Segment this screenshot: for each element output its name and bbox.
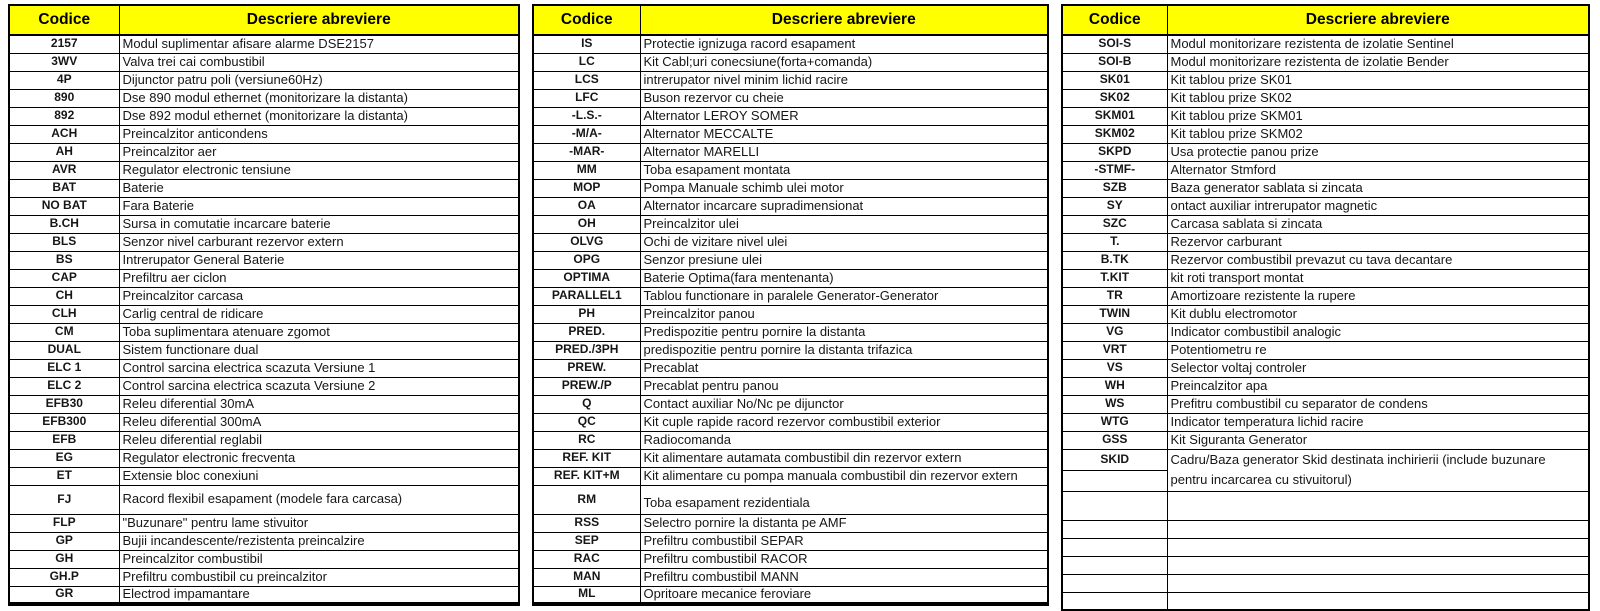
- description-cell: Extensie bloc conexiuni: [119, 467, 519, 485]
- description-cell: Kit Siguranta Generator: [1167, 431, 1589, 449]
- description-cell: Kit tablou prize SKM02: [1167, 125, 1589, 143]
- table-row: [9, 53, 519, 71]
- code-cell: AVR: [9, 161, 119, 179]
- description-cell: Potentiometru re: [1167, 341, 1589, 359]
- code-cell: MOP: [533, 179, 640, 197]
- code-cell: EFB300: [9, 413, 119, 431]
- table-row: [1062, 395, 1589, 413]
- table-row: [533, 550, 1048, 568]
- code-cell: B.CH: [9, 215, 119, 233]
- table-row: [1062, 71, 1589, 89]
- code-cell: FLP: [9, 514, 119, 532]
- table-row: [533, 35, 1048, 53]
- table-row: [533, 568, 1048, 586]
- description-cell: Senzor nivel carburant rezervor extern: [119, 233, 519, 251]
- code-cell: NO BAT: [9, 197, 119, 215]
- description-cell: Sursa in comutatie incarcare baterie: [119, 215, 519, 233]
- table-row: [1062, 287, 1589, 305]
- description-cell: Alternator MECCALTE: [640, 125, 1048, 143]
- code-cell: QC: [533, 413, 640, 431]
- description-cell: Alternator Stmford: [1167, 161, 1589, 179]
- description-cell: Fara Baterie: [119, 197, 519, 215]
- description-cell: Dijunctor patru poli (versiune60Hz): [119, 71, 519, 89]
- description-cell: Control sarcina electrica scazuta Versiune 1: [119, 359, 519, 377]
- code-cell: ELC 1: [9, 359, 119, 377]
- code-cell: SK01: [1062, 71, 1167, 89]
- description-cell: Indicator combustibil analogic: [1167, 323, 1589, 341]
- description-cell: Preincalzitor anticondens: [119, 125, 519, 143]
- code-cell: PH: [533, 305, 640, 323]
- code-cell: GH: [9, 550, 119, 568]
- table-row: [1062, 197, 1589, 215]
- table-row: [533, 53, 1048, 71]
- code-cell: DUAL: [9, 341, 119, 359]
- code-cell: WTG: [1062, 413, 1167, 431]
- table-row: [9, 89, 519, 107]
- code-cell: OLVG: [533, 233, 640, 251]
- header-code: Codice: [1062, 5, 1167, 35]
- description-cell: Ochi de vizitare nivel ulei: [640, 233, 1048, 251]
- code-cell: LC: [533, 53, 640, 71]
- table-row: [1062, 89, 1589, 107]
- code-cell: Q: [533, 395, 640, 413]
- description-cell: Carcasa sablata si zincata: [1167, 215, 1589, 233]
- description-cell: Kit tablou prize SKM01: [1167, 107, 1589, 125]
- table-row: [1062, 215, 1589, 233]
- table-row: [1062, 53, 1589, 71]
- table-row: [1062, 107, 1589, 125]
- description-cell: Sistem functionare dual: [119, 341, 519, 359]
- header-description: Descriere abreviere: [1167, 5, 1589, 35]
- code-cell: [1062, 492, 1167, 521]
- table-row: [1062, 143, 1589, 161]
- code-cell: VG: [1062, 323, 1167, 341]
- code-cell: REF. KIT+M: [533, 467, 640, 485]
- description-cell: [1167, 539, 1589, 557]
- code-cell: OPTIMA: [533, 269, 640, 287]
- table-row: [533, 161, 1048, 179]
- description-cell: Modul suplimentar afisare alarme DSE2157: [119, 35, 519, 53]
- table-row: [9, 449, 519, 467]
- table-row: [1062, 539, 1589, 557]
- description-cell: Prefiltru combustibil cu preincalzitor: [119, 568, 519, 586]
- code-cell: -M/A-: [533, 125, 640, 143]
- table-row: [533, 359, 1048, 377]
- description-cell: Toba esapament montata: [640, 161, 1048, 179]
- code-cell: EFB: [9, 431, 119, 449]
- description-cell: Modul monitorizare rezistenta de izolatie Sentinel: [1167, 35, 1589, 53]
- description-cell: Preincalzitor panou: [640, 305, 1048, 323]
- table-row: [1062, 179, 1589, 197]
- code-cell: GH.P: [9, 568, 119, 586]
- table-row: [9, 485, 519, 514]
- code-cell: RM: [533, 485, 640, 514]
- table-row: [9, 431, 519, 449]
- description-cell: [1167, 575, 1589, 593]
- code-cell: PREW.: [533, 359, 640, 377]
- table-row: [9, 532, 519, 550]
- code-cell: LCS: [533, 71, 640, 89]
- table-row: [9, 359, 519, 377]
- description-cell: Indicator temperatura lichid racire: [1167, 413, 1589, 431]
- table-row: [1062, 35, 1589, 53]
- table-row: [1062, 269, 1589, 287]
- description-cell: Cadru/Baza generator Skid destinata inchirierii (include buzunare pentru incarcarea cu stivuitorul): [1167, 449, 1589, 492]
- description-cell: Preincalzitor combustibil: [119, 550, 519, 568]
- code-cell: SKM01: [1062, 107, 1167, 125]
- code-cell: OH: [533, 215, 640, 233]
- description-cell: kit roti transport montat: [1167, 269, 1589, 287]
- table-row: [533, 377, 1048, 395]
- table-row: [1062, 233, 1589, 251]
- description-cell: Regulator electronic tensiune: [119, 161, 519, 179]
- code-cell: MAN: [533, 568, 640, 586]
- description-cell: Pompa Manuale schimb ulei motor: [640, 179, 1048, 197]
- code-cell: WH: [1062, 377, 1167, 395]
- table-row: [1062, 359, 1589, 377]
- header-description: Descriere abreviere: [640, 5, 1048, 35]
- code-cell: [1062, 521, 1167, 539]
- code-cell: RSS: [533, 514, 640, 532]
- code-cell: 4P: [9, 71, 119, 89]
- description-cell: Kit tablou prize SK02: [1167, 89, 1589, 107]
- table-row: [533, 107, 1048, 125]
- code-cell: REF. KIT: [533, 449, 640, 467]
- code-cell: CM: [9, 323, 119, 341]
- table-row: [533, 449, 1048, 467]
- code-cell: [1062, 557, 1167, 575]
- code-cell: PREW./P: [533, 377, 640, 395]
- description-cell: Selector voltaj controler: [1167, 359, 1589, 377]
- table-row: [533, 341, 1048, 359]
- table-row: [9, 341, 519, 359]
- code-cell: GP: [9, 532, 119, 550]
- code-cell: MM: [533, 161, 640, 179]
- code-cell: CH: [9, 287, 119, 305]
- description-cell: Kit dublu electromotor: [1167, 305, 1589, 323]
- description-cell: Releu diferential 30mA: [119, 395, 519, 413]
- table-row: [533, 323, 1048, 341]
- description-cell: Rezervor carburant: [1167, 233, 1589, 251]
- table-row: [533, 251, 1048, 269]
- code-cell: 2157: [9, 35, 119, 53]
- table-row: [9, 377, 519, 395]
- description-cell: Kit alimentare cu pompa manuala combustibil din rezervor extern: [640, 467, 1048, 485]
- table-row: [1062, 341, 1589, 359]
- table-row: [533, 71, 1048, 89]
- header-code: Codice: [9, 5, 119, 35]
- description-cell: Dse 890 modul ethernet (monitorizare la distanta): [119, 89, 519, 107]
- code-cell: [1062, 575, 1167, 593]
- table-row: [533, 485, 1048, 514]
- description-cell: Releu diferential reglabil: [119, 431, 519, 449]
- table-row: [9, 514, 519, 532]
- description-cell: Usa protectie panou prize: [1167, 143, 1589, 161]
- table-row: [9, 467, 519, 485]
- table-row: [9, 305, 519, 323]
- codes-table-right: [1061, 4, 1590, 611]
- description-cell: [1167, 492, 1589, 521]
- description-cell: Precablat: [640, 359, 1048, 377]
- code-cell: 3WV: [9, 53, 119, 71]
- description-cell: [1167, 521, 1589, 539]
- description-cell: Alternator LEROY SOMER: [640, 107, 1048, 125]
- description-cell: Kit alimentare autamata combustibil din rezervor extern: [640, 449, 1048, 467]
- table-row: [1062, 251, 1589, 269]
- table-row: [533, 532, 1048, 550]
- description-cell: Opritoare mecanice feroviare: [640, 586, 1048, 604]
- abbreviation-tables: [8, 4, 1592, 611]
- code-cell: SKM02: [1062, 125, 1167, 143]
- description-cell: Releu diferential 300mA: [119, 413, 519, 431]
- code-cell: [1062, 539, 1167, 557]
- code-cell: -STMF-: [1062, 161, 1167, 179]
- table-row: [533, 287, 1048, 305]
- code-cell: -MAR-: [533, 143, 640, 161]
- table-row: [9, 269, 519, 287]
- description-cell: Precablat pentru panou: [640, 377, 1048, 395]
- header-code: Codice: [533, 5, 640, 35]
- code-cell: ET: [9, 467, 119, 485]
- code-cell: SK02: [1062, 89, 1167, 107]
- description-cell: Control sarcina electrica scazuta Versiune 2: [119, 377, 519, 395]
- table-row: [533, 395, 1048, 413]
- table-row: [1062, 575, 1589, 593]
- description-cell: Radiocomanda: [640, 431, 1048, 449]
- table-row: [1062, 323, 1589, 341]
- description-cell: Kit cuple rapide racord rezervor combustibil exterior: [640, 413, 1048, 431]
- code-cell: SOI-B: [1062, 53, 1167, 71]
- description-cell: Prefiltru combustibil SEPAR: [640, 532, 1048, 550]
- description-cell: Baza generator sablata si zincata: [1167, 179, 1589, 197]
- description-cell: Preincalzitor ulei: [640, 215, 1048, 233]
- table-row: [1062, 593, 1589, 611]
- code-cell: EFB30: [9, 395, 119, 413]
- description-cell: Buson rezervor cu cheie: [640, 89, 1048, 107]
- description-cell: Prefiltru combustibil MANN: [640, 568, 1048, 586]
- table-row: [1062, 449, 1589, 470]
- code-cell: ACH: [9, 125, 119, 143]
- table-header-row: [9, 5, 519, 35]
- code-cell: PRED./3PH: [533, 341, 640, 359]
- code-cell: BS: [9, 251, 119, 269]
- table-row: [533, 305, 1048, 323]
- description-cell: "Buzunare" pentru lame stivuitor: [119, 514, 519, 532]
- description-cell: intrerupator nivel minim lichid racire: [640, 71, 1048, 89]
- description-cell: Baterie: [119, 179, 519, 197]
- table-row: [9, 287, 519, 305]
- code-cell: IS: [533, 35, 640, 53]
- code-cell: [1062, 470, 1167, 491]
- description-cell: Contact auxiliar No/Nc pe dijunctor: [640, 395, 1048, 413]
- table-row: [9, 143, 519, 161]
- table-row: [9, 161, 519, 179]
- code-cell: EG: [9, 449, 119, 467]
- description-cell: [1167, 593, 1589, 611]
- code-cell: [1062, 593, 1167, 611]
- table-row: [9, 323, 519, 341]
- codes-table-left: [8, 4, 520, 606]
- description-cell: Valva trei cai combustibil: [119, 53, 519, 71]
- description-cell: Prefitru combustibil cu separator de condens: [1167, 395, 1589, 413]
- description-cell: Baterie Optima(fara mentenanta): [640, 269, 1048, 287]
- table-row: [533, 143, 1048, 161]
- code-cell: VRT: [1062, 341, 1167, 359]
- code-cell: RAC: [533, 550, 640, 568]
- table-row: [1062, 161, 1589, 179]
- description-cell: Modul monitorizare rezistenta de izolatie Bender: [1167, 53, 1589, 71]
- code-cell: LFC: [533, 89, 640, 107]
- description-cell: Prefiltru aer ciclon: [119, 269, 519, 287]
- code-cell: WS: [1062, 395, 1167, 413]
- code-cell: BAT: [9, 179, 119, 197]
- description-cell: Electrod impamantare: [119, 586, 519, 604]
- table-row: [1062, 521, 1589, 539]
- code-cell: T.KIT: [1062, 269, 1167, 287]
- table-row: [1062, 305, 1589, 323]
- table-row: [1062, 377, 1589, 395]
- table-row: [1062, 431, 1589, 449]
- description-cell: Kit tablou prize SK01: [1167, 71, 1589, 89]
- description-cell: Rezervor combustibil prevazut cu tava decantare: [1167, 251, 1589, 269]
- description-cell: Tablou functionare in paralele Generator-Generator: [640, 287, 1048, 305]
- code-cell: SKID: [1062, 449, 1167, 470]
- table-row: [9, 586, 519, 604]
- table-row: [533, 125, 1048, 143]
- codes-table-middle: [532, 4, 1049, 606]
- table-header-row: [1062, 5, 1589, 35]
- description-cell: Alternator MARELLI: [640, 143, 1048, 161]
- description-cell: Preincalzitor carcasa: [119, 287, 519, 305]
- description-cell: Protectie ignizuga racord esapament: [640, 35, 1048, 53]
- description-cell: Bujii incandescente/rezistenta preincalzire: [119, 532, 519, 550]
- code-cell: -L.S.-: [533, 107, 640, 125]
- table-row: [533, 269, 1048, 287]
- description-cell: Amortizoare rezistente la rupere: [1167, 287, 1589, 305]
- code-cell: B.TK: [1062, 251, 1167, 269]
- table-row: [9, 233, 519, 251]
- table-row: [1062, 413, 1589, 431]
- table-row: [9, 413, 519, 431]
- description-cell: [1167, 557, 1589, 575]
- code-cell: PRED.: [533, 323, 640, 341]
- table-row: [9, 35, 519, 53]
- table-row: [9, 395, 519, 413]
- table-row: [9, 125, 519, 143]
- description-cell: Selectro pornire la distanta pe AMF: [640, 514, 1048, 532]
- description-cell: Predispozitie pentru pornire la distanta: [640, 323, 1048, 341]
- description-cell: Kit Cabl;uri conecsiune(forta+comanda): [640, 53, 1048, 71]
- code-cell: GSS: [1062, 431, 1167, 449]
- table-row: [533, 586, 1048, 604]
- code-cell: OPG: [533, 251, 640, 269]
- description-cell: predispozitie pentru pornire la distanta trifazica: [640, 341, 1048, 359]
- table-row: [9, 71, 519, 89]
- table-row: [533, 467, 1048, 485]
- table-row: [1062, 492, 1589, 521]
- table-row: [533, 233, 1048, 251]
- description-cell: Carlig central de ridicare: [119, 305, 519, 323]
- description-cell: Preincalzitor aer: [119, 143, 519, 161]
- code-cell: ELC 2: [9, 377, 119, 395]
- code-cell: OA: [533, 197, 640, 215]
- code-cell: BLS: [9, 233, 119, 251]
- table-row: [533, 215, 1048, 233]
- code-cell: SOI-S: [1062, 35, 1167, 53]
- description-cell: Preincalzitor apa: [1167, 377, 1589, 395]
- code-cell: SEP: [533, 532, 640, 550]
- table-row: [533, 431, 1048, 449]
- description-cell: Senzor presiune ulei: [640, 251, 1048, 269]
- table-row: [533, 197, 1048, 215]
- table-row: [533, 179, 1048, 197]
- table-row: [533, 514, 1048, 532]
- code-cell: AH: [9, 143, 119, 161]
- description-cell: Prefiltru combustibil RACOR: [640, 550, 1048, 568]
- code-cell: CLH: [9, 305, 119, 323]
- description-cell: Dse 892 modul ethernet (monitorizare la distanta): [119, 107, 519, 125]
- code-cell: VS: [1062, 359, 1167, 377]
- code-cell: 892: [9, 107, 119, 125]
- table-row: [9, 215, 519, 233]
- table-row: [533, 89, 1048, 107]
- code-cell: SY: [1062, 197, 1167, 215]
- table-row: [9, 197, 519, 215]
- table-row: [1062, 557, 1589, 575]
- table-row: [9, 179, 519, 197]
- header-description: Descriere abreviere: [119, 5, 519, 35]
- description-cell: Intrerupator General Baterie: [119, 251, 519, 269]
- code-cell: CAP: [9, 269, 119, 287]
- code-cell: T.: [1062, 233, 1167, 251]
- code-cell: SZB: [1062, 179, 1167, 197]
- code-cell: PARALLEL1: [533, 287, 640, 305]
- code-cell: 890: [9, 89, 119, 107]
- code-cell: SZC: [1062, 215, 1167, 233]
- description-cell: Toba esapament rezidentiala: [640, 485, 1048, 514]
- description-cell: ontact auxiliar intrerupator magnetic: [1167, 197, 1589, 215]
- table-row: [1062, 125, 1589, 143]
- description-cell: Alternator incarcare supradimensionat: [640, 197, 1048, 215]
- description-cell: Racord flexibil esapament (modele fara carcasa): [119, 485, 519, 514]
- code-cell: TWIN: [1062, 305, 1167, 323]
- description-cell: Regulator electronic frecventa: [119, 449, 519, 467]
- table-row: [533, 413, 1048, 431]
- code-cell: SKPD: [1062, 143, 1167, 161]
- description-cell: Toba suplimentara atenuare zgomot: [119, 323, 519, 341]
- table-row: [9, 107, 519, 125]
- code-cell: FJ: [9, 485, 119, 514]
- table-row: [9, 251, 519, 269]
- code-cell: TR: [1062, 287, 1167, 305]
- table-row: [9, 568, 519, 586]
- table-header-row: [533, 5, 1048, 35]
- table-row: [9, 550, 519, 568]
- code-cell: ML: [533, 586, 640, 604]
- code-cell: GR: [9, 586, 119, 604]
- code-cell: RC: [533, 431, 640, 449]
